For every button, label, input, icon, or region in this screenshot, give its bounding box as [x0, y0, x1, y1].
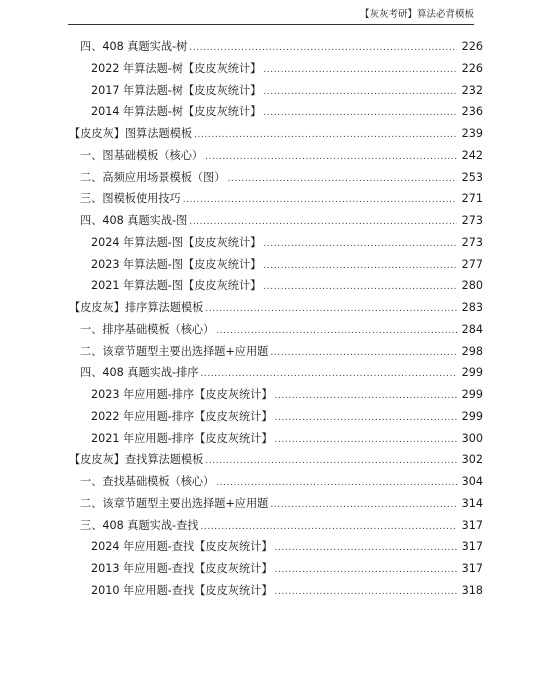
- toc-entry-title: 2024 年算法题-图【皮皮灰统计】: [91, 235, 262, 249]
- toc-entry[interactable]: [0, 210, 543, 232]
- toc-entry[interactable]: [0, 515, 543, 537]
- toc-page-number: 302: [461, 453, 483, 467]
- toc-dot-leader: [200, 517, 457, 539]
- toc-page-number: 299: [461, 409, 483, 423]
- toc-page-number: 318: [461, 583, 483, 597]
- toc-dot-leader: [200, 364, 457, 386]
- toc-entry-title: 二、该章节题型主要出选择题+应用题: [80, 496, 269, 510]
- toc-entry[interactable]: [0, 36, 543, 58]
- toc-dot-leader: [194, 125, 457, 147]
- toc-page-number: 232: [461, 83, 483, 97]
- toc-page-number: 314: [461, 496, 483, 510]
- toc-entry-title: 2023 年应用题-排序【皮皮灰统计】: [91, 388, 273, 401]
- toc-entry-title: 一、图基础模板（核心）: [80, 148, 204, 162]
- toc-entry-title: 一、排序基础模板（核心）: [80, 322, 215, 336]
- toc-dot-leader: [263, 277, 457, 299]
- toc-dot-leader: [263, 82, 457, 104]
- toc-entry[interactable]: [0, 297, 543, 319]
- toc-entry[interactable]: [0, 275, 543, 297]
- toc-entry[interactable]: [0, 232, 543, 254]
- toc-entry[interactable]: [0, 341, 543, 363]
- toc-entry[interactable]: [0, 428, 543, 450]
- toc-page-number: 283: [461, 301, 483, 314]
- toc-dot-leader: [275, 582, 457, 604]
- toc-page-number: 273: [461, 214, 483, 227]
- toc-entry-title: 2013 年应用题-查找【皮皮灰统计】: [91, 562, 273, 575]
- toc-entry-title: 2022 年算法题-树【皮皮灰统计】: [91, 61, 262, 75]
- toc-page-number: 253: [461, 170, 483, 184]
- toc-entry-title: 2021 年应用题-排序【皮皮灰统计】: [91, 431, 273, 445]
- toc-dot-leader: [263, 256, 457, 278]
- toc-entry[interactable]: [0, 254, 543, 276]
- toc-entry[interactable]: [0, 123, 543, 145]
- toc-entry[interactable]: [0, 319, 543, 341]
- toc-entry-title: 【皮皮灰】排序算法题模板: [69, 301, 204, 314]
- toc-entry-title: 四、408 真题实战-排序: [80, 366, 199, 380]
- toc-dot-leader: [183, 190, 457, 212]
- toc-entry-title: 二、该章节题型主要出选择题+应用题: [80, 344, 269, 358]
- toc-dot-leader: [270, 343, 457, 365]
- toc-entry[interactable]: [0, 101, 543, 123]
- toc-entry-title: 2017 年算法题-树【皮皮灰统计】: [91, 83, 262, 97]
- toc-page-number: 317: [461, 518, 483, 532]
- toc-page-number: 284: [461, 322, 483, 336]
- toc-entry-title: 二、高频应用场景模板（图）: [80, 170, 226, 184]
- toc-dot-leader: [205, 451, 457, 473]
- toc-entry[interactable]: [0, 188, 543, 210]
- toc-entry[interactable]: [0, 145, 543, 167]
- toc-page-number: 317: [461, 540, 483, 554]
- toc-entry[interactable]: [0, 471, 543, 493]
- toc-page-number: 236: [461, 105, 483, 119]
- toc-page-number: 298: [461, 344, 483, 358]
- toc-page-number: 299: [461, 366, 483, 380]
- toc-entry[interactable]: [0, 536, 543, 558]
- toc-dot-leader: [270, 495, 457, 517]
- toc-dot-leader: [263, 103, 457, 125]
- toc-entry[interactable]: [0, 580, 543, 602]
- toc-page-number: 300: [461, 431, 483, 445]
- toc-entry[interactable]: [0, 449, 543, 471]
- toc-page-number: 277: [461, 257, 483, 271]
- toc-entry-title: 一、查找基础模板（核心）: [80, 475, 215, 488]
- toc-dot-leader: [216, 321, 457, 343]
- toc-page-number: 239: [461, 127, 483, 140]
- toc-entry[interactable]: [0, 80, 543, 102]
- toc-entry[interactable]: [0, 167, 543, 189]
- toc-entry-title: 【皮皮灰】图算法题模板: [69, 127, 193, 140]
- toc-entry[interactable]: [0, 362, 543, 384]
- toc-page-number: 271: [461, 192, 483, 206]
- toc-entry-title: 三、408 真题实战-查找: [80, 518, 199, 532]
- page-header: 【灰灰考研】算法必背模板: [68, 6, 474, 25]
- toc-entry-title: 【皮皮灰】查找算法题模板: [69, 453, 204, 467]
- toc-entry-title: 2021 年算法题-图【皮皮灰统计】: [91, 279, 262, 293]
- toc-entry[interactable]: [0, 384, 543, 406]
- toc-dot-leader: [275, 430, 457, 452]
- toc-entry-title: 2014 年算法题-树【皮皮灰统计】: [91, 105, 262, 119]
- toc-page-number: 226: [461, 40, 483, 53]
- toc-dot-leader: [205, 147, 457, 169]
- toc-dot-leader: [189, 212, 457, 234]
- toc-page-number: 299: [461, 388, 483, 401]
- toc-page-number: 242: [461, 148, 483, 162]
- toc-dot-leader: [227, 169, 457, 191]
- toc-dot-leader: [216, 473, 457, 495]
- toc-entry-title: 2023 年算法题-图【皮皮灰统计】: [91, 257, 262, 271]
- toc-dot-leader: [275, 408, 457, 430]
- toc-entry[interactable]: [0, 558, 543, 580]
- toc-entry[interactable]: [0, 406, 543, 428]
- toc-dot-leader: [205, 299, 457, 321]
- toc-page-number: 304: [461, 475, 483, 488]
- toc-entry[interactable]: [0, 493, 543, 515]
- toc-entry-title: 2010 年应用题-查找【皮皮灰统计】: [91, 583, 273, 597]
- toc-dot-leader: [263, 234, 457, 256]
- toc-entry-title: 四、408 真题实战-图: [80, 214, 188, 227]
- toc-dot-leader: [275, 560, 457, 582]
- toc-page-number: 226: [461, 61, 483, 75]
- toc-page-number: 273: [461, 235, 483, 249]
- toc-dot-leader: [275, 386, 457, 408]
- toc-dot-leader: [275, 538, 457, 560]
- toc-entry-title: 三、图模板使用技巧: [80, 192, 181, 206]
- toc-entry-title: 2022 年应用题-排序【皮皮灰统计】: [91, 409, 273, 423]
- toc-page-number: 317: [461, 562, 483, 575]
- toc-dot-leader: [189, 38, 457, 60]
- toc-entry[interactable]: [0, 58, 543, 80]
- toc-entry-title: 四、408 真题实战-树: [80, 40, 188, 53]
- toc-dot-leader: [263, 60, 457, 82]
- toc-page-number: 280: [461, 279, 483, 293]
- table-of-contents: [0, 36, 543, 602]
- toc-entry-title: 2024 年应用题-查找【皮皮灰统计】: [91, 540, 273, 554]
